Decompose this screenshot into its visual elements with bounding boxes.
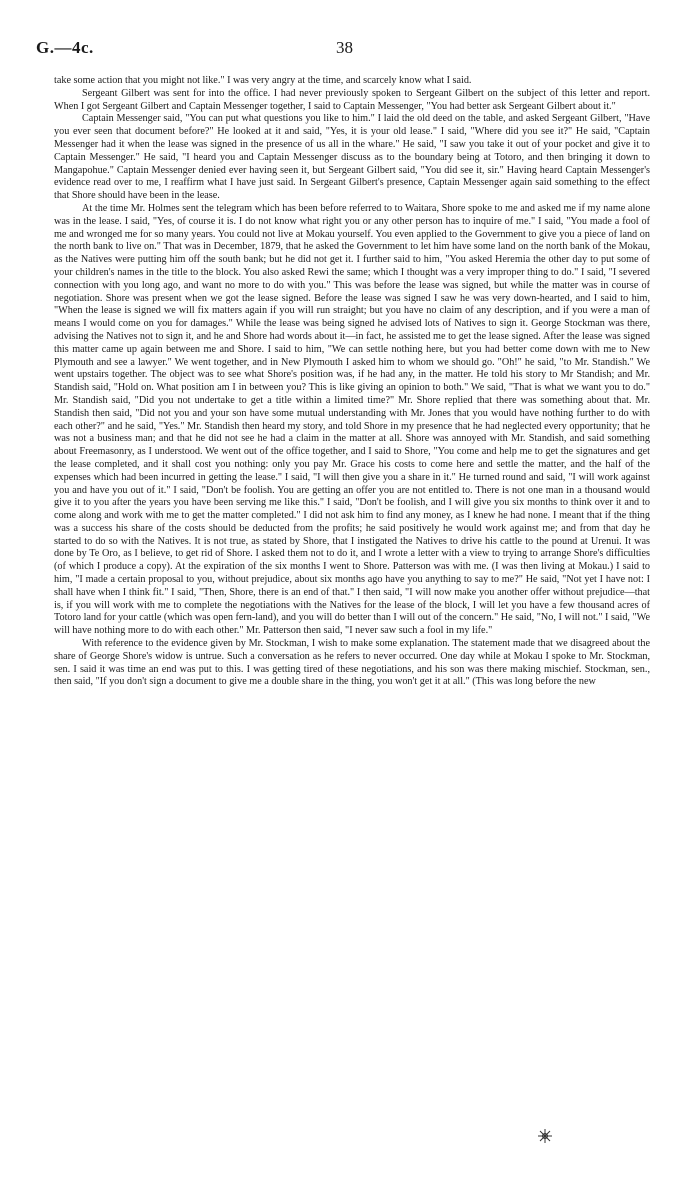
paragraph: At the time Mr. Holmes sent the telegram which has been before referred to to Waitara, Shore spoke to me and asked me if my name alone was in the lease. I said, "Yes, of course it is. I do not know what right you or any other person has to inquire of me." I said, "You made a fool of me and wronged me for so many years. You could not live at Mokau yourself. You even applied to the Government to give you a piece of land on the north bank to live on." That was in December, 1879, that he asked the Government to let him have some land on the north bank of the Mokau, as the Natives were putting him off the south bank; but he did not get it. I further said to him, "You asked Heremia the other day to put some of your children's names in the title to the block. You also asked Rewi the same; which I thought was a very improper thing to do." I said, "I severed connection with you long ago, and want no more to do with you." This was before the lease was signed, but while the matter was in course of negotiation. Shore was present when we got the lease signed. Before the lease was signed I saw he was very down-hearted, and I said to him, "When the lease is signed we will fix matters again if you will run straight; but you have no claim of any description, and if you were a man of means I would come on you for damages." While the lease was being signed he advised lots of Natives to sign it. George Stockman was there, advising the Natives not to sign it, and he and Shore had words about it—in fact, he assisted me to get the lease signed. After the lease was signed this matter came up again between me and Shore. I said to him, "We can settle nothing here, but you had better come down with me to New Plymouth and see a lawyer." We went together, and in New Plymouth I asked him to whom we should go. "Oh!" he said, "to Mr. Standish." We went upstairs together. The object was to see what Shore's position was, if he had any, in the matter. He told his story to Mr Standish; and Mr. Standish said, "Hold on. What position am I in between you? This is like giving an opinion to both." We said, "That is what we want you to do." Mr. Standish said, "Did you not undertake to get a title within a limited time?" Mr. Shore replied that there was something about that. Mr. Standish then said, "Did not you and your son have some mutual understanding with Mr. Jones that you would have nothing further to do with each other?" and he said, "Yes." Mr. Standish then heard my story, and told Shore in my presence that he had neglected every opportunity; that he was not a business man; and that he did not see he had a claim in the matter at all. Shore was annoyed with Mr. Standish, and said something about Freemasonry, as I understood. We went out of the office together, and I said to Shore, "You come and help me to get the signatures and get the lease completed, and it shall cost you nothing: only you pay Mr. Grace his costs to come here and settle the matter, and the half of the expenses which had been incurred in getting the lease." I said, "I will then give you a share in it." He turned round and said, "I will work against you and have you out of it." I said, "Don't be foolish. You are getting an offer you are not entitled to. There is not one man in a thousand would give it to you after the years you have been serving me like this." I said, "Don't be foolish, and I will give you six months to think over it and to come along and work with me to get the matter completed." I did not ask him to find any money, as I knew he had none. I meant that if the thing was a success his share of the costs should be deducted from the profits; he said positively he would work against me; and from that day he started to do so with the Natives. It is not true, as stated by Shore, that I instigated the Natives to drive his cattle to the pound at Urenui. It was done by Te Oro, as I believe, to get rid of Shore. I asked them not to do it, and I wrote a letter with a view to trying to arrange Shore's difficulties (of which I produce a copy). At the expiration of the six months I went to Shore. Patterson was with me. (I was then living at Mokau.) I said to him, "I made a certain proposal to you, without prejudice, about six months ago have you anything to say to me?" He said, "Not yet I have not: I shall have when I think fit." I said, "Then, Shore, there is an end of that." I then said, "I will now make you another offer without prejudice—that is, if you will work with me to complete the negotiations with the Natives for the lease of the block, I will let you have a few thousand acres of Totoro land for your cattle (which was open fern-land), and you will do better than I will out of the concern." He said, "No, I will not." I said, "We will have nothing more to do with each other." Mr. Patterson then said, "I never saw such a fool in my life." [54,202,650,637]
page-number: 38 [336,38,353,57]
paragraph: take some action that you might not like." I was very angry at the time, and scarcely know what I said. [54,75,472,86]
printer-ornament-icon [535,1126,555,1146]
paragraph: Captain Messenger said, "You can put what questions you like to him." I laid the old deed on the table, and asked Sergeant Gilbert, "Have you ever seen that document before?" He looked at it and said, "Yes, it is your old lease." I said, "Where did you see it?" He said, "Captain Messenger had it when the lease was signed in the presence of us all in the whare." He said, "I saw you take it out of your pocket and give it to Captain Messenger." He said, "I heard you and Captain Messenger discuss as to the boundary being at Totoro, and then bringing it down to Mangapohue." Captain Messenger denied ever having seen it, but Sergeant Gilbert said, "You did see it, sir." Having heard Captain Messenger's evidence read over to me, I reaffirm what I have just said. In Sergeant Gilbert's presence, Captain Messenger again said something to the effect that Shore should have been in the lease. [54,113,650,202]
paragraph: With reference to the evidence given by Mr. Stockman, I wish to make some explanation. The statement made that we disagreed about the share of George Shore's widow is untrue. Such a conversation as he refers to never occurred. One day while at Mokau I spoke to Mr. Stockman, sen. I said it was time an end was put to this. I was getting tired of these negotiations, and his son was there making mischief. Stockman, sen., then said, "If you don't sign a document to give me a double share in the thing, you won't get it at all." (This was long before the new [54,638,650,688]
body-text [54,75,650,689]
document-reference: G.—4c. [36,38,94,57]
page-header [36,38,660,64]
paragraph: Sergeant Gilbert was sent for into the office. I had never previously spoken to Sergeant Gilbert on the subject of this letter and report. When I got Sergeant Gilbert and Captain Messenger together, I said to Captain Messenger, "You had better ask Sergeant Gilbert about it." [54,87,650,112]
